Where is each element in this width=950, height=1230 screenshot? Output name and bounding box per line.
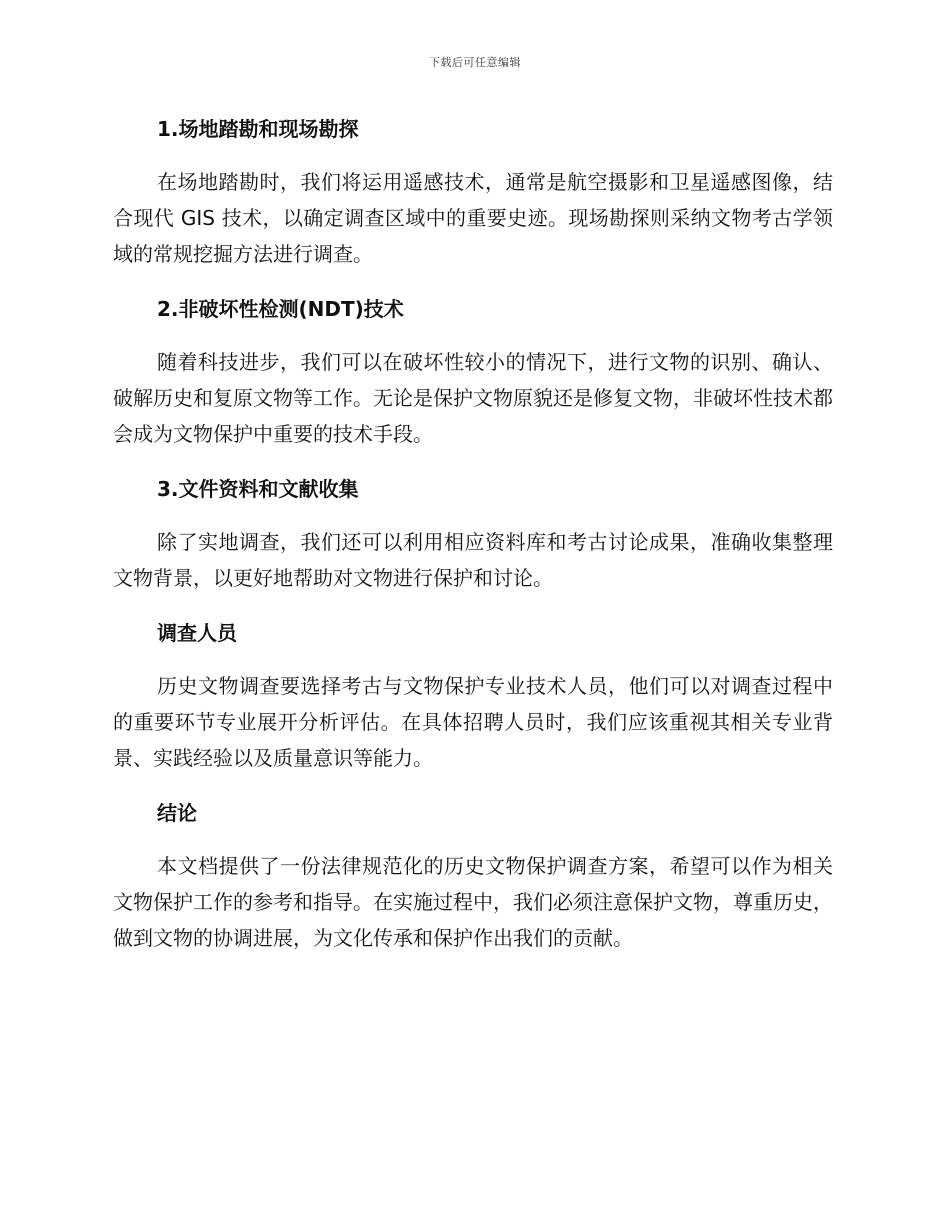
section-heading-ndt: 2.非破坏性检测(NDT)技术 — [157, 297, 404, 321]
document-body — [113, 114, 833, 956]
section-heading-site-survey: 1.场地踏勘和现场勘探 — [157, 117, 359, 141]
section-heading-conclusion: 结论 — [157, 801, 197, 825]
section-paragraph-conclusion: 本文档提供了一份法律规范化的历史文物保护调查方案，希望可以作为相关文物保护工作的参考和指导。在实施过程中，我们必须注意保护文物，尊重历史，做到文物的协调进展，为文化传承和保护作出我们的贡献。 — [113, 854, 833, 950]
page-header-note: 下载后可任意编辑 — [429, 56, 521, 69]
section-heading-documents: 3.文件资料和文献收集 — [157, 477, 359, 501]
section-paragraph-documents: 除了实地调查，我们还可以利用相应资料库和考古讨论成果，准确收集整理文物背景，以更好地帮助对文物进行保护和讨论。 — [113, 530, 833, 590]
section-heading-personnel: 调查人员 — [157, 621, 237, 645]
section-paragraph-site-survey: 在场地踏勘时，我们将运用遥感技术，通常是航空摄影和卫星遥感图像，结合现代 GIS 技术，以确定调查区域中的重要史迹。现场勘探则采纳文物考古学领域的常规挖掘方法进行调查。 — [113, 170, 833, 266]
section-paragraph-ndt: 随着科技进步，我们可以在破坏性较小的情况下，进行文物的识别、确认、破解历史和复原文物等工作。无论是保护文物原貌还是修复文物，非破坏性技术都会成为文物保护中重要的技术手段。 — [113, 350, 833, 446]
section-paragraph-personnel: 历史文物调查要选择考古与文物保护专业技术人员，他们可以对调查过程中的重要环节专业展开分析评估。在具体招聘人员时，我们应该重视其相关专业背景、实践经验以及质量意识等能力。 — [113, 674, 833, 770]
